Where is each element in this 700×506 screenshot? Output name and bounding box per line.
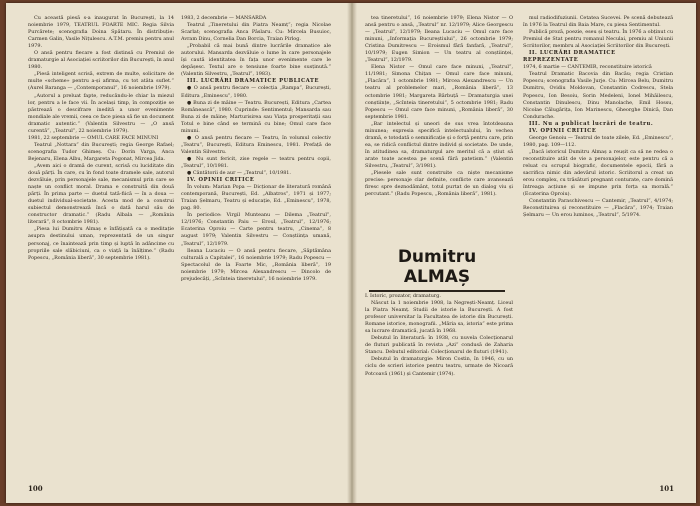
paragraph: Teatrul „Tineretului din Piatra Neamț”; regia Nicolae Scarlat; scenografia Anca Pâslaru. Cu: Mircela Busuioc, Avram Dinu, Cornelia Dan Borcia, Traian Pirlog. bbox=[181, 22, 331, 43]
paragraph: Constantin Paraschivescu — Cantemir, „Teatrul”, 4/1974; Reconstituirea și reconstituire — „Flacăra”, 1974; Traian Șelmaru — Un erou luminos, „Teatrul”, 5/1974. bbox=[523, 198, 673, 219]
paragraph: Cu această piesă s-a inaugurat în București, la 14 noiembrie 1979, TEATRUL FOARTE MIC. Regia Silvia Purcărete; scenografia Doina Spătaru. În distribuție: Carmen Galin, Vasile Nițulescu. A.T.M. premiu pentru anul 1979. bbox=[28, 15, 174, 50]
paragraph: ● Cântătorii de aur — „Teatrul”, 10/1981. bbox=[187, 170, 291, 177]
book-gutter bbox=[347, 3, 357, 503]
paragraph: În volum: Marian Popa — Dicționar de literatură română contemporană, București, Ed. „Albatros”, 1971 și 1977; Traian Șelmaru, Teatru și educație, Ed. „Eminescu”, 1978, pag. 80. bbox=[181, 184, 331, 212]
paragraph: Debutul în literatură: în 1938, cu nuvela Colecționarul de fluturi publicată în revista „Azi” condusă de Zaharia Stancu. Debutul editorial: Colecționarul de fluturi (1941). bbox=[365, 335, 513, 356]
book-spread bbox=[6, 3, 696, 503]
paragraph: Teatrul „Nottara” din București; regia George Rafael; scenografia Tudor Ghimeș. Cu: Dorin Varga, Anca Bejenaru, Elena Albu, Margareta Pogonat, Mircea Jida. bbox=[28, 141, 174, 162]
paragraph: „Dacă istoricul Dumitru Almaș a reușit ca să ne redea o reconstituire atât de vie a personajelor, este pentru că a reluat cu scrupul biografic, documentele epocii, fără a sacrifica nimic din adevărul istoric. Scriitorul a creat un erou complex, cu trăsături pregnant conturate, care domină întreaga acțiune și se impune prin forța sa morală.” (Ecaterina Oproiu). bbox=[523, 148, 673, 198]
paragraph: Născut la 1 noiembrie 1908, la Negrești-Neamț. Liceul la Piatra Neamț. Studii de istorie la București. A fost profesor universitar la Facultatea de istorie din București. Romane istorice, monografii. „Măria sa, istoria” este prima sa lucrare dramatică, jucată în 1968. bbox=[365, 300, 513, 335]
left-page-column-1 bbox=[28, 15, 174, 485]
author-heading-block bbox=[363, 235, 511, 285]
section-heading: IV. OPINII CRITICE bbox=[529, 127, 597, 134]
paragraph: Ileana Lucaciu — O ansă pentru fiecare, „Săptămâna culturală a Capitalei”, 16 noiembrie 1979; Radu Popescu — Spectacolul de la Foarte Mic, „România liberă”, 19 noiembrie 1979; Mircea Alexandrescu — Dincolo de prejudecăți, „Scînteia tineretului”, 16 noiembrie 1979. bbox=[181, 247, 331, 282]
paragraph: „Piesele sale sunt construite ca niște mecanisme precise: personaje clar definite, conflicte care avansează firesc spre deznodământ, totul purtat de un dialog viu și percutant.” (Radu Popescu, „România liberă”, 1981). bbox=[365, 170, 513, 198]
paragraph: George Genoiu — Teatrul de toate zilele, Ed. „Eminescu”, 1980, pag. 109—112. bbox=[523, 134, 673, 148]
left-page-column-2 bbox=[181, 15, 331, 485]
paragraph: tea tineretului”, 16 noiembrie 1979; Elena Nistor — O ansă pentru o ansă, „Teatrul” nr. 12/1979; Alice Georgescu — „Teatrul”, 12/1979; Ileana Lucaciu — Omul care face minuni, „Informația Bucureștiului”, 26 octombrie 1979; Cristina Dumitrescu — Eroismul fără fanfară, „Teatrul”, 10/1979; Eugen Simion — Un teatru al conștiinței, „Teatrul”, 12/1979. bbox=[365, 15, 513, 64]
right-page bbox=[357, 3, 696, 503]
page-number-right: 101 bbox=[659, 484, 674, 493]
paragraph: 1981, 22 septembrie — OMUL CARE FACE MINUNI bbox=[28, 134, 159, 141]
right-page-column-1-top bbox=[365, 15, 513, 230]
paragraph: Elena Nistor — Omul care face minuni, „Teatrul”, 11/1981; Simona Chițan — Omul care face minuni, „Flacăra”, 1 octombrie 1981; Mircea Alexandrescu — Un teatru al problemelor mari, „România liberă”, 13 octombrie 1981; Margareta Bărbuță — Dramaturgia unei conștiințe, „Scînteia tineretului”, 5 octombrie 1981; Radu Popescu — Omul care face minuni, „România liberă”, 30 septembrie 1981. bbox=[365, 64, 513, 120]
paragraph: mul radiodifuziunii. Cetatea Sucevei. Pe scenă debutează în 1976 la Teatrul din Baia Mare, cu piesa Sentimentul. bbox=[523, 15, 673, 29]
paragraph: Debutul în dramaturgie: Miron Costin, în 1946, cu un ciclu de scrieri istorice pentru teatru, urmate de Nicoară Potcoavă (1961) și Cantemir (1974). bbox=[365, 356, 513, 377]
paragraph: ● O ansă pentru fiecare — colecția „Rampa”, București, Editura „Eminescu”, 1980. bbox=[181, 85, 331, 99]
author-rule bbox=[369, 290, 505, 292]
paragraph: „Piesa lui Dumitru Almaș e înfățișată ca o meditație asupra destinului uman, reprezentată de un singur personaj, ce înaintează prin timp și luptă în adâncime cu propriile sale slăbiciuni, ca o viață la înălțime.” (Radu Popescu, „România liberă”, 30 septembrie 1981). bbox=[28, 226, 174, 261]
section-heading: III. Nu a publicat lucrări de teatru. bbox=[529, 120, 654, 127]
section-heading: II. LUCRĂRI DRAMATICE REPREZENTATE bbox=[523, 50, 616, 64]
page-number-left: 100 bbox=[28, 484, 43, 493]
paragraph: 1983, 2 decembrie — MANSARDA bbox=[181, 15, 267, 21]
paragraph: „Bar intelectul și uneori de sus vrea întotdeauna minunea; expresia specifică intelectualului, în vechea dramă, e totodată o semnificație și o forță pentru care, prin ea, se ridică conflictul dintre individ și societate. De unde, în atitudinea sa, dramaturgul are meritul că a știut să arate toate acestea pe scenă fără patetism.” (Valentin Silvestru, „Teatrul”, 3/1981). bbox=[365, 120, 513, 169]
paragraph: ● Nu sunt fericit, zise regele — teatru pentru copii, „Teatrul”, 10/1981. bbox=[181, 155, 331, 169]
left-page bbox=[6, 3, 347, 503]
paragraph: O ansă pentru fiecare a fost distinsă cu Premiul de dramaturgie al Asociației scriitorilor din București, în anul 1980. bbox=[28, 50, 174, 71]
paragraph: ● Buna zi de mâine — Teatru. București, Editura „Cartea Românească”, 1980. Cuprinde: Sentimentul; Mansarda sau Buna zi de mâine; Marturisirea sau Viața prosperitații sau Totul e bine când se termină cu bine; Omul care face minuni. bbox=[181, 99, 331, 134]
paragraph: Teatrul Dramatic Bacovia din Bacău; regia Cristian Popescu; scenografia Vasile Jurje. Cu: Mircea Belu, Dumitru Dumitru, Ovidiu Moldovan, Constantin Codrescu, Stela Popescu, Ion Besoiu, Sorin Medeleni, Ionel Mihăilescu, Constantin Dinulescu, Dinu Manolache, Emil Hossu, Nicolae Călugărița, Ion Marinescu, Gheorghe Dinică, Dan Condurache. bbox=[523, 71, 673, 120]
paragraph: 1974, 6 martie — CANTEMIR, reconstituire istorică bbox=[523, 64, 652, 71]
paragraph: „Probabil că mai bună dintre lucrările dramatice ale autorului. Mansarda dezvăluie o lume în care personajele își caută identitatea în fața unor evenimente care le depășesc. Textul are o tensiune foarte bine susținută.” (Valentin Silvestru, „Teatrul”, 1983). bbox=[181, 43, 331, 78]
section-heading: IV. OPINII CRITICE bbox=[187, 177, 255, 184]
paragraph: „Avem aici o dramă de curent, scrisă cu luciditate din două părți. În care, cu în fond toate dramele sale, autorul dezvăluie, prin personajele sale, mecanismul prin care se naște un conflict moral. Drama e construită din două părți. În prima parte — duetul tată-fiică — în a doua — duetul individual-societate. Acesta mod de a construi subiectul demonstrează încă o dată harul său de constructor dramatic.” (Radu Albala — „România literară”, 8 octombrie 1981). bbox=[28, 162, 174, 226]
right-page-author-section bbox=[365, 293, 513, 483]
paragraph: ● O ansă pentru fiecare — Teatru, în volumul colectiv „Teatru”, București, Editura Eminescu, 1981. Prefață de Valentin Silvestru. bbox=[181, 134, 331, 155]
paragraph: În periodice: Virgil Munteanu — Dilema „Teatrul”, 12/1976; Constantin Paiu — Eroul, „Teatrul”, 12/1976; Ecaterina Oproiu — Carte pentru teatru, „Cinema”, 8 august 1979; Valentin Silvestru — Conștiința umană, „Teatrul”, 12/1979. bbox=[181, 212, 331, 247]
paragraph: I. Istoric, prozator, dramaturg. bbox=[365, 293, 441, 299]
paragraph: „Piesă inteligent scrisă, extrem de multe, solicitare de multe «scheme» pentru a-și afirma, cu tot atâta suflet.” (Aurel Baranga — „Contemporanul”, 16 noiembrie 1979). bbox=[28, 71, 174, 92]
section-heading: III. LUCRĂRI DRAMATICE PUBLICATE bbox=[187, 78, 320, 85]
author-name: Dumitru ALMAȘ bbox=[397, 247, 477, 287]
right-page-column-2 bbox=[523, 15, 673, 485]
paragraph: Publică proză, poezie, eseu și teatru. În 1976 a obținut cu Premiul de Stat pentru romanul Neculai, premiu al Uniunii Scriitorilor, membru al Asociației Scriitorilor din București. bbox=[523, 29, 673, 50]
paragraph: „Autorul a preluat fapte, reducându-le chiar la miezul lor, pentru a le face vii. În același timp, în compoziție se păstrează o descifrare inedită a unor evenimente mondiale ale vremii, ceea ce face piesa să fie un document dramatic autentic.” (Valentin Silvestru — „O ansă curentă”, „Teatrul”, 22 noiembrie 1979). bbox=[28, 92, 174, 134]
